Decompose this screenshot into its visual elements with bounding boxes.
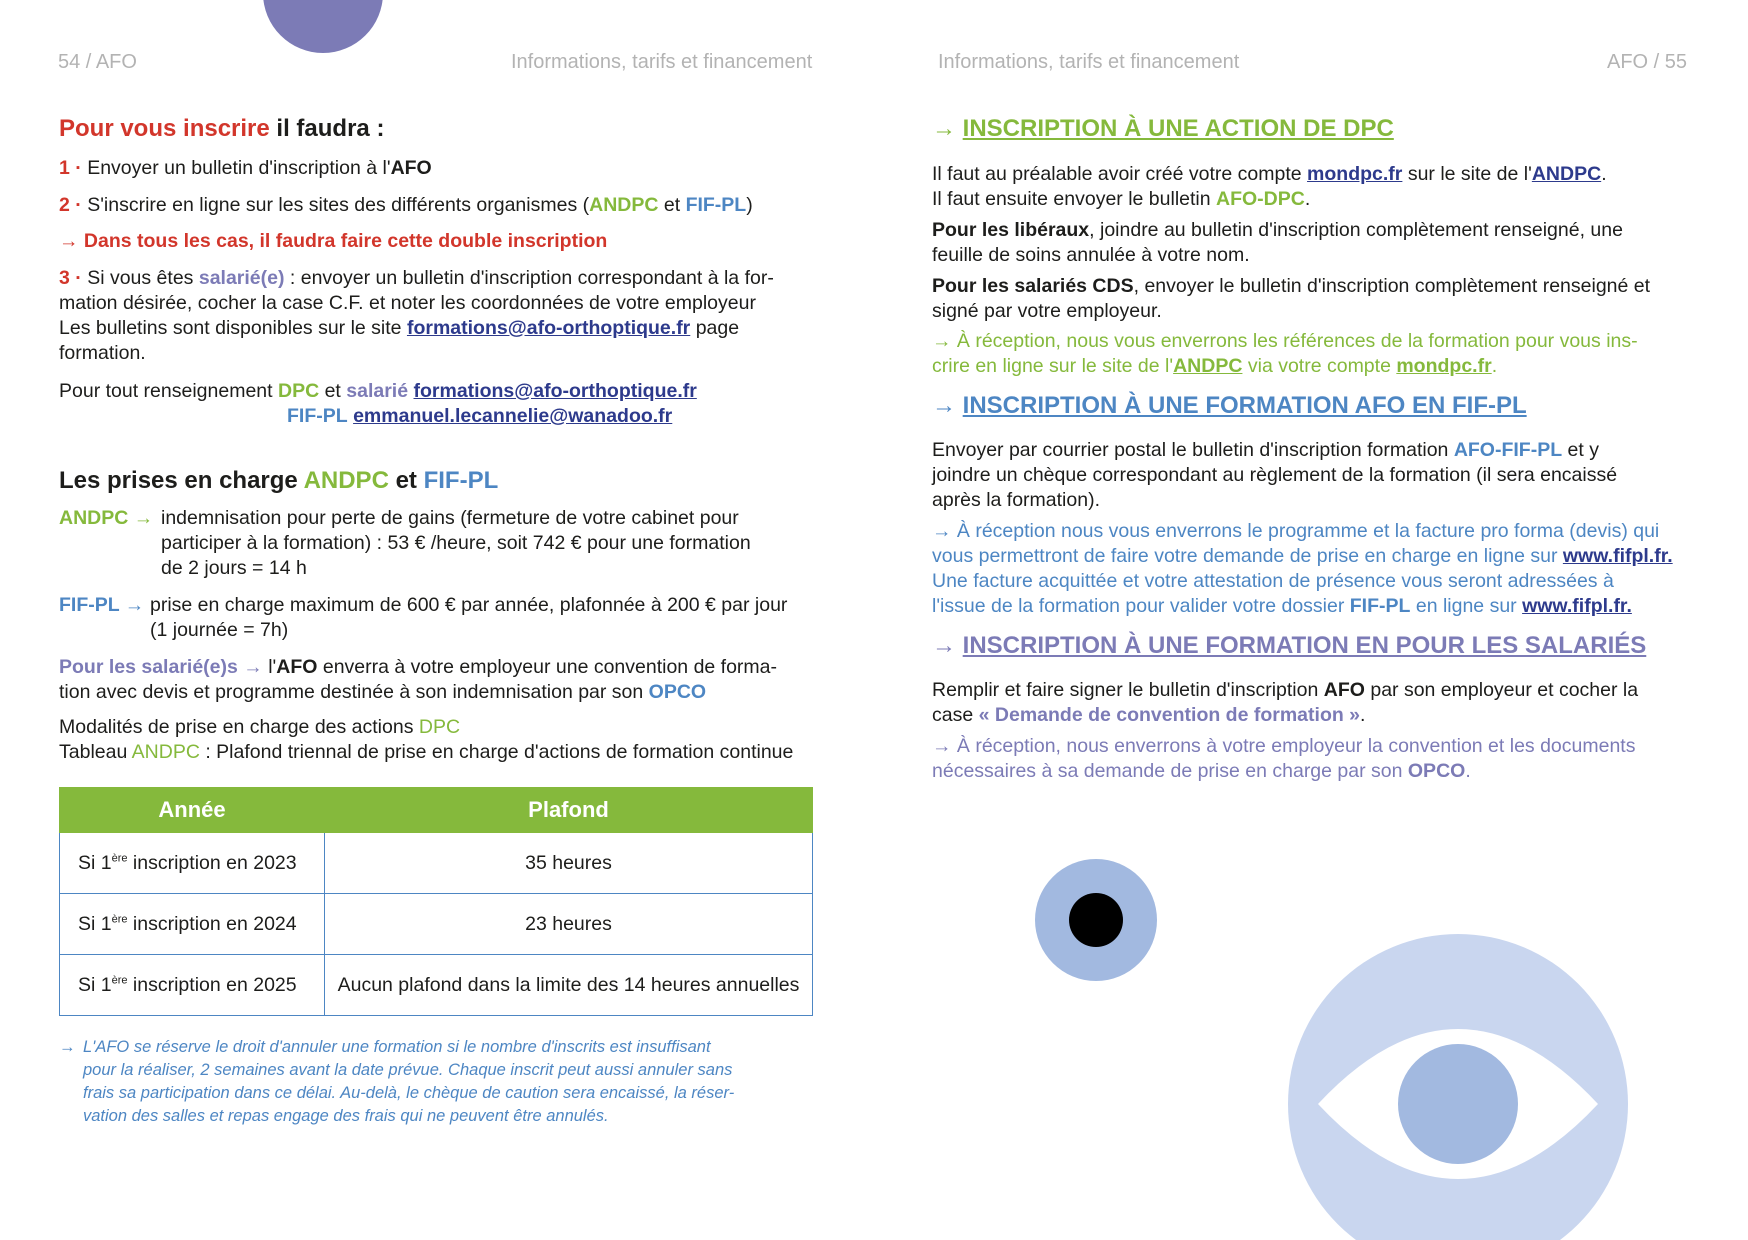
dpc-reception (932, 329, 1638, 379)
eye-small-pupil (1069, 893, 1123, 947)
running-title-right: Informations, tarifs et financement (938, 51, 1240, 73)
fifpl-intro-line-3: après la formation). (932, 489, 1100, 511)
decor-circle-top (263, 0, 383, 53)
salaries-reception (932, 734, 1635, 784)
section-dpc-title (932, 115, 1394, 143)
section-salaries-heading: INSCRIPTION À UNE FORMATION EN POUR LES SALARIÉS (962, 632, 1647, 659)
eye-small-icon (1034, 858, 1158, 982)
note-line-1: L'AFO se réserve le droit d'annuler une formation si le nombre d'inscrits est insuffisant (83, 1038, 711, 1056)
left-title-red: Pour vous inscrire (59, 115, 270, 142)
fifpl-reception-line-2: vous permettront de faire votre demande de prise en charge en ligne sur (932, 545, 1558, 567)
step-2-close: ) (746, 194, 753, 216)
left-title (59, 115, 384, 143)
salaries-intro-line-1b: par son employeur et cocher la (1370, 679, 1639, 701)
table-cell-plafond: Aucun plafond dans la limite des 14 heures annuelles (325, 955, 813, 1016)
salaries-intro (932, 678, 1638, 728)
fifpl-reception-line-3: Une facture acquittée et votre attestation de présence vous seront adressées à (932, 570, 1614, 592)
contact-email-formations[interactable]: formations@afo-orthoptique.fr (413, 380, 697, 402)
fifpl-reception-line-4: l'issue de la formation pour valider votre dossier (932, 595, 1345, 617)
section2-et: et (395, 467, 417, 494)
modalites-line-2: : Plafond triennal de prise en charge d'actions de formation continue (205, 741, 794, 763)
dpc-line-2: Il faut ensuite envoyer le bulletin (932, 188, 1211, 210)
step-3-page: page (695, 317, 740, 339)
fifpl-reception (932, 519, 1673, 619)
section-prises-en-charge-title (59, 467, 498, 495)
double-inscription-note: → Dans tous les cas, il faudra faire cette double inscription (59, 230, 608, 252)
cds-line-1: , envoyer le bulletin d'inscription complètement renseigné et (1133, 275, 1651, 297)
table-cell-plafond: 35 heures (325, 833, 813, 894)
dpc-line-1b: sur le site de l' (1407, 163, 1532, 185)
salaries-opco: OPCO (648, 681, 707, 703)
andpc-line-3: de 2 jours = 14 h (161, 557, 307, 579)
page-number-right: AFO / 55 (1607, 51, 1688, 73)
table-row (60, 955, 813, 1016)
fifpl-line-2: (1 journée = 7h) (150, 619, 289, 641)
salaries-reception-line-1: → À réception, nous enverrons à votre employeur la convention et les documents (932, 735, 1636, 757)
dpc-liberaux (932, 218, 1623, 268)
note-line-4: vation des salles et repas engage des frais qui ne peuvent être annulés. (83, 1107, 609, 1125)
fifpl-reception-enligne: en ligne sur (1415, 595, 1517, 617)
table-cell-annee: Si 1ère inscription en 2025 (60, 955, 325, 1016)
step-2 (59, 193, 753, 218)
cancellation-note (83, 1036, 734, 1128)
andpc-label: ANDPC → (59, 507, 154, 529)
section-fifpl-title (932, 392, 1527, 420)
fifpl-reception-line-1: → À réception nous vous enverrons le programme et la facture pro forma (devis) qui (932, 520, 1660, 542)
table-row (60, 833, 813, 894)
fifpl-intro-line-2: joindre un chèque correspondant au règlement de la formation (il sera encaissé (932, 464, 1618, 486)
salaries-reception-line-2: nécessaires à sa demande de prise en charge par son (932, 760, 1403, 782)
left-title-dark: il faudra : (276, 115, 385, 142)
fifpl-intro (932, 438, 1617, 513)
table-cell-plafond: 23 heures (325, 894, 813, 955)
plafond-table (59, 787, 813, 1016)
bulletins-link[interactable]: formations@afo-orthoptique.fr (406, 317, 691, 339)
table-cell-annee: Si 1ère inscription en 2023 (60, 833, 325, 894)
step-1-text: Envoyer un bulletin d'inscription à l' (87, 157, 391, 179)
step-2-text: S'inscrire en ligne sur les sites des différents organismes ( (87, 194, 590, 216)
dpc-line-2-dot: . (1304, 188, 1311, 210)
dpc-reception-mondpc[interactable]: mondpc.fr (1396, 355, 1492, 377)
contact-pre: Pour tout renseignement (59, 380, 273, 402)
section2-andpc: ANDPC (303, 467, 389, 494)
step-1-afo: AFO (390, 157, 432, 179)
salaries-reception-dot: . (1465, 760, 1471, 782)
salaries-intro-line-1: Remplir et faire signer le bulletin d'inscription (932, 679, 1319, 701)
section-fifpl-heading: INSCRIPTION À UNE FORMATION AFO EN FIF-PL (962, 392, 1527, 419)
fifpl-line-1: prise en charge maximum de 600 € par année, plafonnée à 200 € par jour (150, 594, 788, 616)
table-header-plafond: Plafond (325, 788, 813, 833)
fifpl-text (150, 593, 787, 643)
modalites-dpc: DPC (418, 716, 461, 738)
salaries-intro-dot: . (1360, 704, 1366, 726)
step-3-line-1: : envoyer un bulletin d'inscription correspondant à la for- (289, 267, 774, 289)
liberaux-line-2: feuille de soins annulée à votre nom. (932, 244, 1250, 266)
contact-et: et (324, 380, 341, 402)
section2-pre: Les prises en charge (59, 467, 298, 494)
fifpl-link-1[interactable]: www.fifpl.fr. (1562, 545, 1673, 567)
note-line-2: pour la réaliser, 2 semaines avant la date prévue. Chaque inscrit peut aussi annuler sans (83, 1061, 733, 1079)
step-3-salarie: salarié(e) (198, 267, 285, 289)
salaries-l: l' (268, 656, 277, 678)
salaries-intro-convention: « Demande de convention de formation » (978, 704, 1361, 726)
contact-salarie: salarié (346, 380, 409, 402)
cds-label: Pour les salariés CDS (932, 275, 1134, 297)
step-2-andpc: ANDPC (589, 194, 659, 216)
andpc-link[interactable]: ANDPC (1531, 163, 1602, 185)
salaries-label: Pour les salarié(e)s → (59, 656, 263, 678)
section-salaries-title (932, 632, 1646, 660)
contact-dpc: DPC (277, 380, 320, 402)
section-dpc-arrow: → (932, 115, 956, 142)
step-2-number: 2 · (59, 194, 82, 216)
step-3-line-2: mation désirée, cocher la case C.F. et noter les coordonnées de votre employeur (59, 292, 756, 314)
step-3-line-4: formation. (59, 342, 146, 364)
table-header-annee: Année (60, 788, 325, 833)
fifpl-link-2[interactable]: www.fifpl.fr. (1522, 595, 1632, 617)
running-title-left: Informations, tarifs et financement (511, 51, 813, 73)
table-header-row (60, 788, 813, 833)
contact-fifpl-label: FIF-PL (287, 405, 348, 427)
fifpl-reception-fifpl: FIF-PL (1349, 595, 1411, 617)
section-dpc-heading: INSCRIPTION À UNE ACTION DE DPC (962, 115, 1394, 142)
cds-line-2: signé par votre employeur. (932, 300, 1162, 322)
andpc-line-2: participer à la formation) : 53 € /heure, soit 742 € pour une formation (161, 532, 751, 554)
contact-fifpl (287, 404, 672, 429)
salaries-line-2: tion avec devis et programme destinée à son indemnisation par son (59, 681, 644, 703)
modalites-andpc: ANDPC (131, 741, 200, 763)
salaries-info (59, 655, 777, 705)
table-row (60, 894, 813, 955)
step-3-line-3: Les bulletins sont disponibles sur le site (59, 317, 402, 339)
page-number-left: 54 / AFO (58, 51, 137, 73)
section-fifpl-arrow: → (932, 392, 956, 419)
step-3 (59, 266, 774, 366)
salaries-intro-afo: AFO (1323, 679, 1365, 701)
dpc-reception-dot: . (1491, 355, 1498, 377)
salaries-afo: AFO (276, 656, 318, 678)
fifpl-intro-line-1: Envoyer par courrier postal le bulletin d'inscription formation (932, 439, 1449, 461)
mondpc-link[interactable]: mondpc.fr (1307, 163, 1403, 185)
note-line-3: frais sa participation dans ce délai. Au-delà, le chèque de caution sera encaissé, la réser- (83, 1084, 735, 1102)
dpc-reception-line-1: → À réception, nous vous enverrons les références de la formation pour vous ins- (932, 330, 1638, 352)
modalites-tableau: Tableau (59, 741, 128, 763)
section-salaries-arrow: → (932, 632, 956, 659)
salaries-reception-opco: OPCO (1407, 760, 1466, 782)
dpc-afo-dpc: AFO-DPC (1216, 188, 1305, 210)
step-3-pre: Si vous êtes (87, 267, 194, 289)
modalites-line-1: Modalités de prise en charge des actions (59, 716, 414, 738)
dpc-intro (932, 162, 1607, 212)
dpc-line-1: Il faut au préalable avoir créé votre compte (932, 163, 1302, 185)
fifpl-intro-afo-fifpl: AFO-FIF-PL (1453, 439, 1563, 461)
section2-fifpl: FIF-PL (423, 467, 499, 494)
cancellation-note-arrow: → (59, 1038, 76, 1056)
dpc-salaries-cds (932, 274, 1650, 324)
liberaux-line-1: , joindre au bulletin d'inscription complètement renseigné, une (1089, 219, 1623, 241)
eye-large-icon (1288, 934, 1628, 1240)
dpc-reception-via: via votre compte (1247, 355, 1391, 377)
contact-info (59, 379, 697, 404)
step-1-number: 1 · (59, 157, 82, 179)
dpc-reception-andpc[interactable]: ANDPC (1173, 355, 1243, 377)
salaries-intro-case: case (932, 704, 974, 726)
contact-email-fifpl[interactable]: emmanuel.lecannelie@wanadoo.fr (353, 405, 673, 427)
step-1 (59, 156, 432, 181)
step-3-number: 3 · (59, 267, 82, 289)
step-2-and: et (663, 194, 681, 216)
step-2-fifpl: FIF-PL (685, 194, 747, 216)
salaries-line-1: enverra à votre employeur une convention de forma- (322, 656, 778, 678)
eye-large-iris (1398, 1044, 1518, 1164)
fifpl-intro-ety: et y (1567, 439, 1599, 461)
liberaux-label: Pour les libéraux (932, 219, 1090, 241)
andpc-text (161, 506, 751, 581)
dpc-line-1-dot: . (1601, 163, 1607, 185)
dpc-reception-line-2: crire en ligne sur le site de l' (932, 355, 1174, 377)
modalites (59, 715, 793, 765)
andpc-line-1: indemnisation pour perte de gains (fermeture de votre cabinet pour (161, 507, 739, 529)
table-cell-annee: Si 1ère inscription en 2024 (60, 894, 325, 955)
fifpl-label: FIF-PL → (59, 594, 145, 616)
